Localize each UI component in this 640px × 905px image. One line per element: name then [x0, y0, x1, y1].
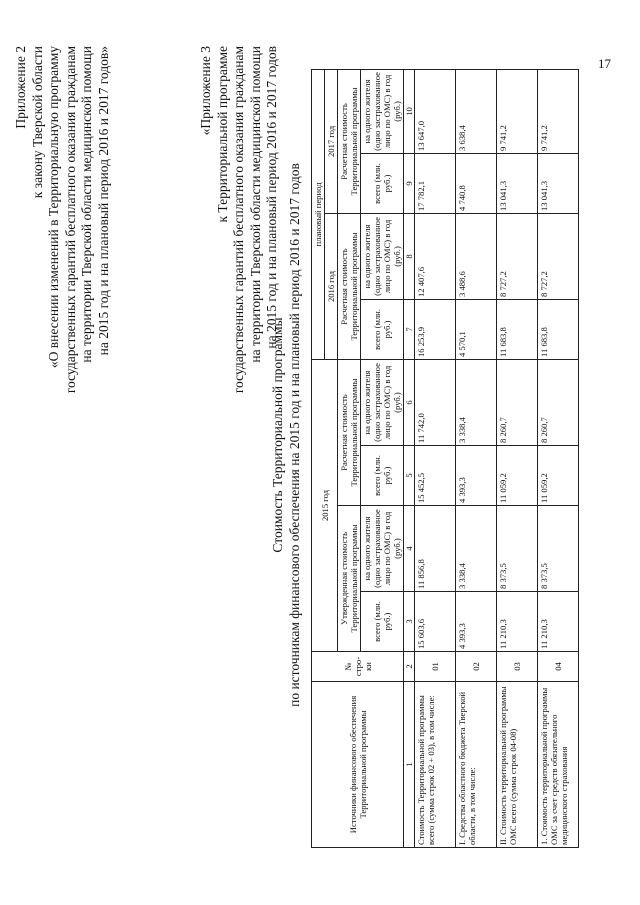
cell-value: 3 338,4: [456, 506, 497, 592]
cell-value: 8 727,2: [538, 213, 579, 299]
header-per-person: на одного жителя (одно застрахованное лицо по ОМС) в год (руб.): [361, 69, 404, 153]
row-number: 04: [538, 652, 579, 682]
column-index-row: [404, 69, 415, 847]
appendix-3-line: государственных гарантий бесплатного оказания гражданам: [231, 46, 247, 394]
cell-value: 11 059,2: [497, 446, 538, 506]
header-year-2015: 2015 год: [312, 359, 338, 651]
header-per-person: на одного жителя (одно застрахованное лицо по ОМС) в год (руб.): [361, 506, 404, 592]
cell-value: 15 603,6: [415, 592, 456, 652]
cell-value: 3 338,4: [456, 359, 497, 445]
column-index: 3: [404, 592, 415, 652]
row-number: 03: [497, 652, 538, 682]
appendix-3-line: к Территориальной программе: [214, 46, 230, 223]
cell-value: 4 740,8: [456, 153, 497, 213]
appendix-2-line: «О внесении изменений в Территориальную программу: [46, 46, 62, 369]
cell-value: 13 041,3: [538, 153, 579, 213]
row-source: II. Стоимость территориальной программы ОМС всего (сумма строк 04-08): [497, 682, 538, 848]
header-total: всего (млн. руб.): [361, 446, 404, 506]
appendix-3-title: «Приложение 3: [198, 46, 213, 136]
appendix-3-line: на 2015 год и на плановый период 2016 и 2017 годов: [264, 46, 280, 349]
header-total: всего (млн. руб.): [361, 592, 404, 652]
cell-value: 8 373,5: [538, 506, 579, 592]
appendix-3-header: [198, 46, 281, 516]
table-row: [497, 69, 538, 847]
document-subtitle: по источникам финансового обеспечения на 2015 год и на плановый период 2016 и 2017 годов: [287, 163, 302, 707]
cell-value: 11 210,3: [497, 592, 538, 652]
column-index: 7: [404, 299, 415, 359]
cell-value: 15 452,5: [415, 446, 456, 506]
cell-value: 9 741,2: [497, 69, 538, 153]
table-row: [456, 69, 497, 847]
page-number: 17: [598, 56, 611, 71]
cell-value: 13 647,0: [415, 69, 456, 153]
header-estimated-cost: Расчетная стоимость Территориальной программы: [338, 359, 361, 505]
header-year-2017: 2017 год: [325, 69, 338, 213]
cell-value: 9 741,2: [538, 69, 579, 153]
appendix-2-header: [13, 46, 113, 516]
appendix-3-line: на территории Тверской области медицинской помощи: [247, 46, 263, 363]
column-index: 8: [404, 213, 415, 299]
document-title: Стоимость Территориальной программы: [270, 317, 285, 553]
appendix-2-title: Приложение 2: [13, 46, 28, 129]
header-source: Источники финансового обеспечения Территориальной программы: [312, 682, 404, 848]
row-number: 02: [456, 652, 497, 682]
appendix-2-line: на 2015 год и на плановый период 2016 и 2017 годов»: [95, 46, 111, 356]
table-row: [538, 69, 579, 847]
cell-value: 4 570,1: [456, 299, 497, 359]
cell-value: 16 253,9: [415, 299, 456, 359]
cell-value: 11 683,8: [497, 299, 538, 359]
cell-value: 11 856,8: [415, 506, 456, 592]
cell-value: 17 782,1: [415, 153, 456, 213]
cell-value: 4 393,3: [456, 592, 497, 652]
cell-value: 4 393,3: [456, 446, 497, 506]
row-source: I. Средства областного бюджета Тверской области, в том числе:: [456, 682, 497, 848]
cell-value: 8 260,7: [497, 359, 538, 445]
cell-value: 12 407,6: [415, 213, 456, 299]
column-index: 6: [404, 359, 415, 445]
cell-value: 3 488,6: [456, 213, 497, 299]
cell-value: 13 041,3: [497, 153, 538, 213]
header-total: всего (млн. руб.): [361, 153, 404, 213]
row-source: Стоимость Территориальной программы всего (сумма строк 02 + 03), в том числе:: [415, 682, 456, 848]
header-estimated-cost: Расчетная стоимость Территориальной программы: [338, 69, 361, 213]
cell-value: 11 210,3: [538, 592, 579, 652]
table-row: [415, 69, 456, 847]
cell-value: 3 638,4: [456, 69, 497, 153]
cell-value: 8 727,2: [497, 213, 538, 299]
header-per-person: на одного жителя (одно застрахованное лицо по ОМС) в год (руб.): [361, 213, 404, 299]
row-source: 1. Стоимость территориальной программы ОМС за счет средств обязательного медицинского страхования: [538, 682, 579, 848]
cost-table: [311, 69, 579, 848]
column-index: 1: [404, 682, 415, 848]
column-index: 10: [404, 69, 415, 153]
header-planned-period: плановый период: [312, 69, 325, 359]
column-index: 9: [404, 153, 415, 213]
header-year-2016: 2016 год: [325, 213, 338, 359]
column-index: 4: [404, 506, 415, 592]
cell-value: 8 373,5: [497, 506, 538, 592]
cell-value: 11 742,0: [415, 359, 456, 445]
row-number: 01: [415, 652, 456, 682]
header-per-person: на одного жителя (одно застрахованное лицо по ОМС) в год (руб.): [361, 359, 404, 445]
column-index: 2: [404, 652, 415, 682]
header-estimated-cost: Расчетная стоимость Территориальной программы: [338, 213, 361, 359]
appendix-2-line: государственных гарантий бесплатного оказания гражданам: [62, 46, 78, 394]
cell-value: 11 683,8: [538, 299, 579, 359]
column-index: 5: [404, 446, 415, 506]
appendix-2-line: на территории Тверской области медицинской помощи: [79, 46, 95, 363]
header-approved-cost: Утвержденная стоимость Территориальной программы: [338, 506, 361, 652]
cell-value: 11 059,2: [538, 446, 579, 506]
header-total: всего (млн. руб.): [361, 299, 404, 359]
header-row-number: № стро- ки: [312, 652, 404, 682]
appendix-2-line: к закону Тверской области: [29, 46, 45, 199]
cell-value: 8 260,7: [538, 359, 579, 445]
